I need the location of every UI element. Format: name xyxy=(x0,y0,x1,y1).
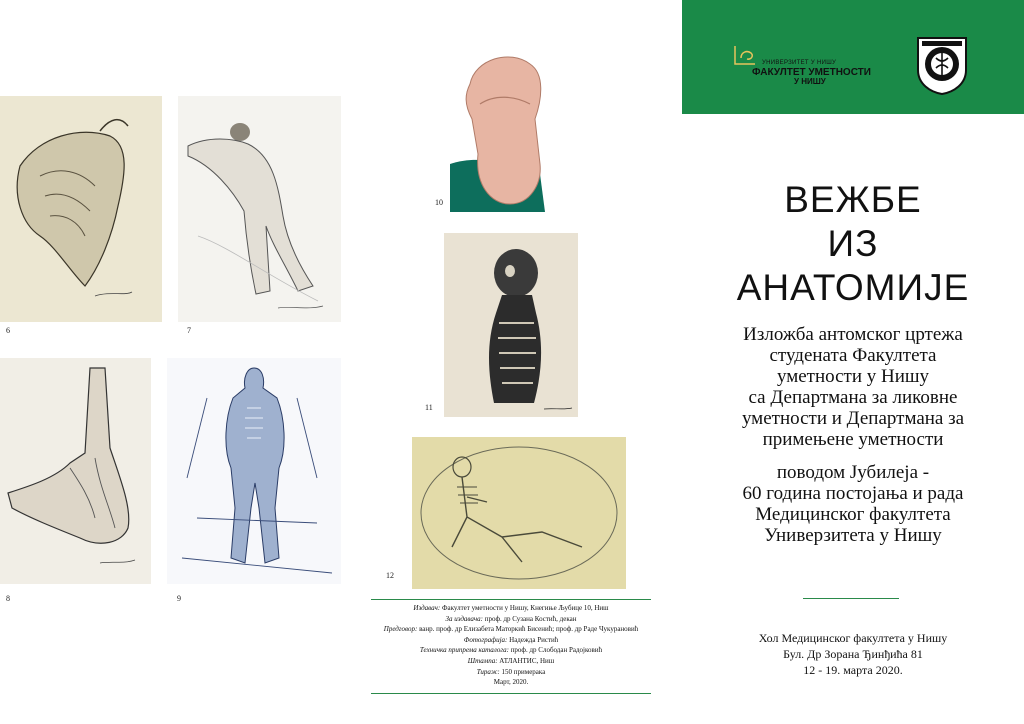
venue-block xyxy=(700,630,1006,678)
university-name: УНИВЕРЗИТЕТ У НИШУ xyxy=(762,60,837,66)
artwork-11-skeleton xyxy=(444,233,578,417)
venue-divider xyxy=(803,598,899,599)
credit-line: Тираж: 150 примерака xyxy=(476,667,546,676)
subtitle-line: уметности и Департмана за xyxy=(741,408,965,429)
credit-line: Издавач: Факултет уметности у Нишу, Кнегиње Љубице 10, Ниш xyxy=(413,604,609,612)
venue-hall: Хол Медицинског факултета у Нишу xyxy=(758,631,948,645)
exhibition-occasion xyxy=(700,462,1006,546)
faculty-city: У НИШУ xyxy=(794,77,826,86)
title-line-2: ИЗ xyxy=(827,223,879,264)
occasion-line: 60 година постојања и рада xyxy=(742,483,964,504)
credit-line: Штампа: АТЛАНТИС, Ниш xyxy=(467,656,555,665)
occasion-line: Универзитета у Нишу xyxy=(764,525,942,546)
torso-drawing-image xyxy=(0,96,162,322)
artwork-number-10: 10 xyxy=(435,198,443,207)
artwork-number-9: 9 xyxy=(177,594,181,603)
subtitle-line: Изложба антомског цртежа xyxy=(743,324,963,345)
title-line-1: ВЕЖБЕ xyxy=(784,179,922,220)
occasion-line: поводом Јубилеја - xyxy=(776,462,930,483)
artwork-7-reclining-figure xyxy=(178,96,341,322)
title-line-3: АНАТОМИЈЕ xyxy=(736,267,970,308)
credits-bottom-rule xyxy=(371,693,651,694)
venue-dates: 12 - 19. марта 2020. xyxy=(803,663,903,677)
subtitle-line: студената Факултета xyxy=(769,345,937,366)
credit-line: Фотографија: Надежда Ристић xyxy=(463,635,559,644)
artwork-8-foot xyxy=(0,358,151,584)
subtitle-line: уметности у Нишу xyxy=(776,366,930,387)
foot-drawing-image xyxy=(0,358,151,584)
credits-block xyxy=(371,603,651,688)
reclining-figure-image xyxy=(178,96,341,322)
occasion-line: Медицинског факултета xyxy=(755,504,951,525)
skeleton-drawing-image xyxy=(444,233,578,417)
credit-line: Март, 2020. xyxy=(493,678,529,687)
artwork-number-11: 11 xyxy=(425,403,433,412)
faculty-name: ФАКУЛТЕТ УМЕТНОСТИ xyxy=(752,67,871,78)
medical-faculty-emblem-icon xyxy=(914,34,970,96)
credit-line: Предговор: ванр. проф. др Елизабета Маторкић Бисенић; проф. др Раде Чукурановић xyxy=(383,625,639,634)
subtitle-line: примењене уметности xyxy=(762,429,944,450)
skeleton-oval-drawing-image xyxy=(412,437,626,589)
artwork-number-8: 8 xyxy=(6,594,10,603)
artwork-number-7: 7 xyxy=(187,326,191,335)
artwork-9-flayed-figure xyxy=(167,358,341,584)
exhibition-subtitle xyxy=(700,324,1006,450)
page-title xyxy=(690,178,1016,310)
artwork-12-skeleton-oval xyxy=(412,437,626,589)
credit-line: Техничка припрема каталога: проф. др Слободан Радојковић xyxy=(419,646,603,655)
seated-figure-sculpture-image xyxy=(450,44,566,212)
subtitle-line: са Департмана за ликовне xyxy=(748,387,958,408)
credit-line: За издавача: проф. др Сузана Костић, декан xyxy=(445,614,577,623)
faculty-logo-text xyxy=(752,60,871,86)
credits-top-rule xyxy=(371,599,651,600)
flayed-figure-image xyxy=(167,358,341,584)
venue-address: Бул. Др Зорана Ђинђића 81 xyxy=(783,647,923,661)
artwork-10-sculpture xyxy=(450,44,566,212)
artwork-number-6: 6 xyxy=(6,326,10,335)
artwork-6-torso xyxy=(0,96,162,322)
artwork-number-12: 12 xyxy=(386,571,394,580)
